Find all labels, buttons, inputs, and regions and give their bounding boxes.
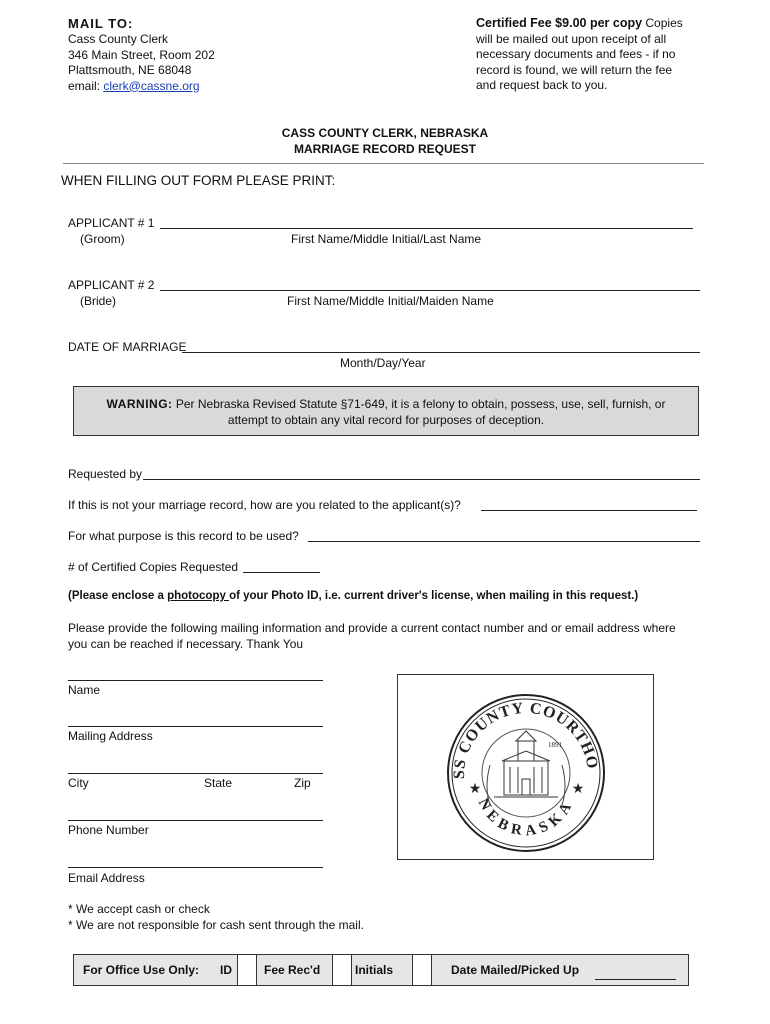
purpose-field[interactable] [308, 541, 700, 542]
office-initials-label: Initials [355, 963, 394, 977]
office-id-box[interactable] [237, 955, 257, 985]
enclose-photocopy: photocopy [167, 590, 230, 602]
office-initials-box[interactable] [412, 955, 432, 985]
fee-line: record is found, we will return the fee [476, 62, 673, 77]
relation-label: If this is not your marriage record, how are you related to the applicant(s)? [68, 498, 461, 512]
mail-to-address [68, 32, 215, 94]
applicant2-role: (Bride) [80, 294, 117, 308]
fee-line: and request back to you. [476, 78, 608, 92]
provide-line-2: you can be reached if necessary. Thank You [68, 636, 304, 651]
seal-star-right: ★ [571, 780, 585, 796]
mail-to-line: 346 Main Street, Room 202 [68, 47, 215, 62]
mail-to-email-row [68, 79, 215, 95]
copies-label: # of Certified Copies Requested [68, 560, 239, 574]
seal-frame [397, 674, 654, 860]
seal-bottom-text: NEBRASKA [474, 795, 578, 840]
applicant2-label: APPLICANT # 2 [68, 278, 155, 292]
mail-to-line: Plattsmouth, NE 68048 [68, 63, 192, 77]
mail-to-line: Cass County Clerk [68, 32, 169, 46]
requested-by-label: Requested by [68, 467, 143, 481]
office-use-label: For Office Use Only: [83, 963, 200, 977]
title-line-2: MARRIAGE RECORD REQUEST [293, 142, 476, 156]
seal-laurels [487, 765, 565, 805]
courthouse-seal-image [398, 675, 653, 859]
marriage-date-hint: Month/Day/Year [340, 356, 426, 370]
warning-text-1: Per Nebraska Revised Statute §71-649, it is a felony to obtain, possess, use, sell, furnish, or [175, 397, 666, 411]
mail-to-heading: MAIL TO: [68, 16, 134, 31]
marriage-date-field[interactable] [182, 352, 700, 353]
phone-label: Phone Number [68, 823, 149, 837]
provide-line-1: Please provide the following mailing information and provide a current contact number and or email address where [68, 621, 676, 635]
enclose-post: of your Photo ID, i.e. current driver's license, when mailing in this request.) [229, 590, 639, 602]
fee-line: will be mailed out upon receipt of all [476, 31, 667, 46]
title-line-1: CASS COUNTY CLERK, NEBRASKA [281, 126, 489, 140]
city-label: City [68, 776, 89, 790]
requested-by-field[interactable] [143, 479, 700, 480]
mailing-address-label: Mailing Address [68, 729, 153, 743]
mailing-address-field[interactable] [68, 726, 323, 727]
zip-label: Zip [294, 776, 311, 790]
applicant1-role: (Groom) [80, 232, 125, 246]
fee-heading: Certified Fee $9.00 per copy [476, 16, 643, 30]
page-title [0, 125, 770, 157]
warning-box [73, 386, 699, 436]
applicant1-field[interactable] [160, 228, 693, 229]
fee-heading-row [476, 16, 716, 32]
office-fee-label: Fee Rec'd [264, 963, 321, 977]
fee-info [476, 16, 716, 94]
office-id-label: ID [220, 963, 232, 977]
note-item: * We accept cash or check [68, 902, 210, 916]
office-date-label: Date Mailed/Picked Up [451, 963, 580, 977]
provide-note [68, 621, 676, 652]
purpose-label: For what purpose is this record to be used? [68, 529, 299, 543]
applicant2-field[interactable] [160, 290, 700, 291]
city-state-zip-field[interactable] [68, 773, 323, 774]
applicant1-hint: First Name/Middle Initial/Last Name [291, 232, 482, 246]
name-label: Name [68, 683, 101, 697]
clerk-email-link[interactable]: clerk@cassne.org [103, 78, 200, 93]
relation-field[interactable] [481, 510, 697, 511]
fee-lead: Copies [645, 16, 683, 30]
seal-year: 1891 [548, 741, 562, 749]
applicant1-label: APPLICANT # 1 [68, 216, 155, 230]
email-label: email: [68, 78, 104, 93]
enclose-pre: (Please enclose a [68, 590, 168, 602]
name-field[interactable] [68, 680, 323, 681]
note-item: * We are not responsible for cash sent through the mail. [68, 917, 364, 932]
fee-line: necessary documents and fees - if no [476, 47, 676, 61]
marriage-date-label: DATE OF MARRIAGE [68, 340, 187, 354]
title-divider [63, 163, 704, 164]
seal-top-text: SS COUNTY COURTHO [450, 699, 601, 780]
email-label: Email Address [68, 871, 145, 885]
email-field[interactable] [68, 867, 323, 868]
warning-label: WARNING: [106, 397, 173, 411]
enclose-note [68, 590, 638, 602]
state-label: State [204, 776, 233, 790]
applicant2-hint: First Name/Middle Initial/Maiden Name [287, 294, 494, 308]
print-instruction: WHEN FILLING OUT FORM PLEASE PRINT: [61, 173, 336, 188]
payment-notes [68, 902, 364, 933]
warning-line-1 [74, 396, 698, 412]
phone-field[interactable] [68, 820, 323, 821]
seal-star-left: ★ [468, 780, 482, 796]
copies-field[interactable] [243, 572, 320, 573]
office-fee-box[interactable] [332, 955, 352, 985]
office-use-bar [73, 954, 689, 986]
warning-text-2: attempt to obtain any vital record for purposes of deception. [227, 413, 545, 427]
office-date-field[interactable] [595, 979, 676, 980]
